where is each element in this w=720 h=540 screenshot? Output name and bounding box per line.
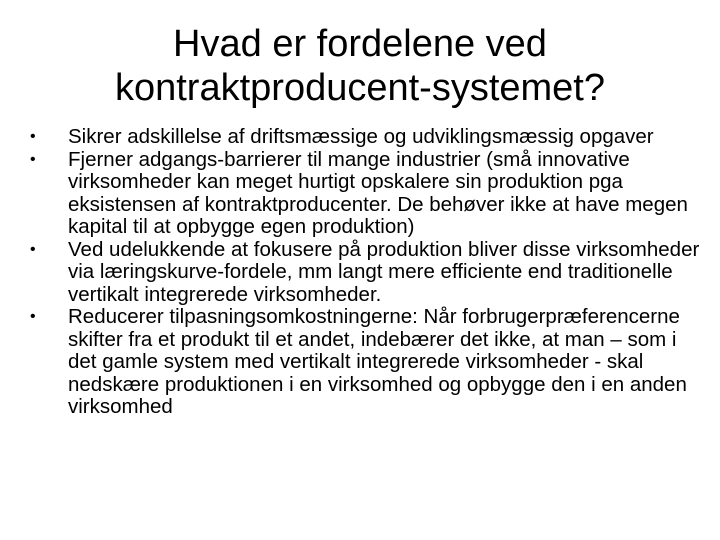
- bullet-item-2: [30, 149, 705, 239]
- bullet-text-2: Fjerner adgangs-barrierer til mange industrier (små innovative virksomheder kan meget hurtigt opskalere sin produktion pga eksistensen af kontraktproducenter. De behøver ikke at have megen kapital til at opbygge egen produktion): [68, 147, 688, 238]
- bullet-text-4: Reducerer tilpasningsomkostningerne: Når forbrugerpræferencerne skifter fra et produkt til et andet, indebærer det ikke, at man – som i det gamle system med vertikalt integrerede virksomheder - skal nedskære produktionen i en virksomhed og opbygge den i en anden virksomhed: [68, 305, 687, 418]
- slide-title: [40, 22, 680, 110]
- slide-title-line-1: Hvad er fordelene ved: [173, 23, 547, 65]
- bullet-point-icon: •: [30, 128, 36, 145]
- bullet-item-4: [30, 306, 705, 419]
- slide-title-line-2: kontraktproducent-systemet?: [114, 67, 605, 109]
- bullet-item-3: [30, 239, 705, 307]
- bullet-list: [30, 126, 705, 419]
- bullet-text-1: Sikrer adskillelse af driftsmæssige og udviklingsmæssig opgaver: [68, 125, 654, 148]
- bullet-item-1: [30, 126, 705, 149]
- bullet-text-3: Ved udelukkende at fokusere på produktion bliver disse virksomheder via læringskurve-fordele, mm langt mere efficiente end traditionelle vertikalt integrerede virksomheder.: [68, 237, 700, 306]
- bullet-point-icon: •: [30, 150, 36, 168]
- bullet-point-icon: •: [30, 240, 36, 258]
- bullet-point-icon: •: [30, 308, 36, 325]
